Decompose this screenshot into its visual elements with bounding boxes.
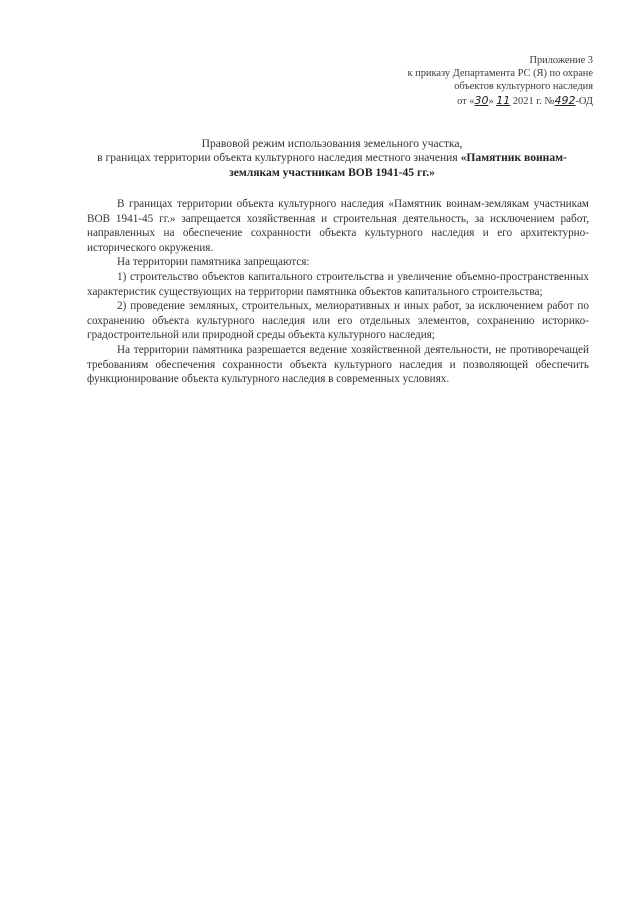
appendix-header [408, 54, 593, 108]
document-body [87, 197, 589, 387]
paragraph-prohibition-2: 2) проведение земляных, строительных, мелиоративных и иных работ, за исключением работ по сохранению объекта культурного наследия или его отдельных элементов, сохранению историко-градостроительной или природной среды объекта культурного наследия; [87, 300, 589, 342]
date-mid: » [488, 95, 497, 107]
date-month: 11 [496, 93, 511, 107]
monument-name: «Памятник воинам-землякам участникам ВОВ 1941-45 гг.» [229, 151, 567, 179]
date-prefix: от « [457, 95, 475, 107]
title-line-1: Правовой режим использования земельного участка, [201, 137, 463, 150]
order-date-number [408, 94, 593, 108]
document-title [72, 137, 592, 180]
order-number: 492 [554, 93, 576, 107]
order-number-suffix: -ОД [575, 95, 593, 107]
paragraph-permitted-activity: На территории памятника разрешается ведение хозяйственной деятельности, не противоречащей требованиям обеспечения сохранности объекта культурного наследия и позволяющей обеспечить функционирование объекта культурного наследия в современных условиях. [87, 343, 589, 386]
title-line-2 [72, 151, 592, 180]
order-reference: к приказу Департамента РС (Я) по охране [407, 68, 593, 80]
date-day: 30 [474, 93, 489, 107]
appendix-label: Приложение 3 [529, 55, 593, 66]
paragraph-boundaries: В границах территории объекта культурного наследия «Памятник воинам-землякам участникам ВОВ 1941-45 гг.» запрещается хозяйственная и строительная деятельность, за исключением работ, направленных на обеспечение сохранности объекта культурного наследия и его архитектурно-исторического окружения. [87, 198, 589, 254]
paragraph-prohibitions-intro: На территории памятника запрещаются: [117, 256, 310, 269]
department-name: объектов культурного наследия [454, 81, 593, 93]
title-regular-part: в границах территории объекта культурного наследия местного значения [97, 151, 461, 165]
date-year: 2021 г. № [510, 95, 555, 107]
paragraph-prohibition-1: 1) строительство объектов капитального строительства и увеличение объемно-пространственных характеристик существующих на территории памятника объектов капитального строительства; [87, 270, 589, 298]
